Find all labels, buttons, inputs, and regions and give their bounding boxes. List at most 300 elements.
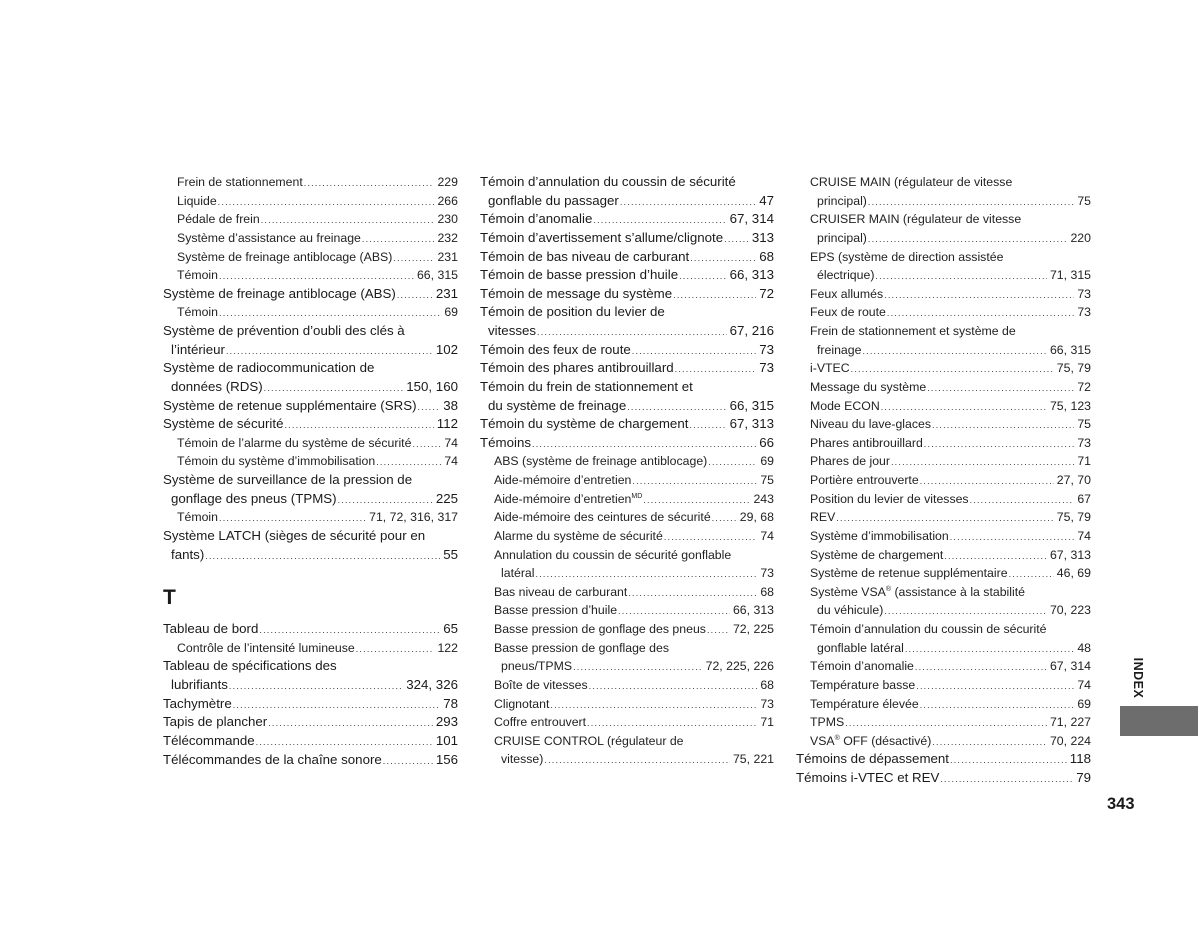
index-entry (163, 341, 458, 360)
page-reference: 243 (753, 491, 774, 506)
index-subentry (796, 527, 1091, 546)
index-entry (480, 303, 774, 322)
index-subentry (796, 415, 1091, 434)
entry-text: Pédale de frein (177, 212, 260, 227)
page-reference: 220 (1070, 230, 1091, 245)
dot-leader (884, 286, 1074, 304)
entry-text: l’intérieur (171, 341, 225, 357)
page-reference: 67, 313 (729, 416, 774, 432)
dot-leader (397, 286, 433, 304)
dot-leader (573, 658, 703, 676)
entry-text: CRUISE CONTROL (régulateur de (494, 733, 684, 748)
page-reference: 66, 313 (729, 267, 774, 283)
entry-text: Témoins de dépassement (796, 751, 949, 767)
dot-leader (205, 547, 440, 565)
index-subentry (796, 452, 1091, 471)
page-reference: 29, 68 (739, 510, 774, 525)
index-subentry (480, 490, 774, 509)
dot-leader (673, 286, 756, 304)
page-reference: 74 (444, 454, 458, 469)
index-entry (480, 229, 774, 248)
page-reference: 122 (437, 640, 458, 655)
page-reference: 75 (1077, 193, 1091, 208)
page-reference: 73 (1077, 305, 1091, 320)
index-subentry (796, 322, 1091, 341)
dot-leader (690, 249, 756, 267)
index-subentry (796, 248, 1091, 267)
dot-leader (264, 379, 404, 397)
page-reference: 73 (760, 566, 774, 581)
page-number: 343 (1107, 795, 1135, 813)
page-reference: 74 (444, 435, 458, 450)
page-reference: 66, 313 (732, 603, 774, 618)
page-reference: 72 (1077, 379, 1091, 394)
entry-text: Basse pression d’huile (494, 603, 618, 618)
page-reference: 48 (1077, 640, 1091, 655)
entry-text: Température basse (810, 677, 916, 692)
page-reference: 231 (437, 249, 458, 264)
dot-leader (643, 491, 750, 509)
index-subentry (480, 583, 774, 602)
index-subentry (163, 266, 458, 285)
dot-leader (868, 230, 1068, 248)
entry-text: Système de chargement (810, 547, 944, 562)
dot-leader (675, 360, 757, 378)
dot-leader (927, 379, 1074, 397)
entry-text: du véhicule) (817, 603, 884, 618)
entry-text: Système de retenue supplémentaire (810, 566, 1008, 581)
entry-text: gonflage des pneus (TPMS) (171, 490, 337, 506)
index-subentry (796, 695, 1091, 714)
page-reference: 150, 160 (406, 378, 458, 394)
index-entry (163, 397, 458, 416)
entry-text: Frein de stationnement et système de (810, 324, 1016, 338)
entry-text: Témoin (177, 305, 219, 320)
entry-text: Contrôle de l’intensité lumineuse (177, 640, 355, 655)
dot-leader (708, 453, 757, 471)
page-reference: 71, 72, 316, 317 (369, 510, 458, 525)
dot-leader (932, 733, 1047, 751)
index-subentry (796, 434, 1091, 453)
index-entry (163, 322, 458, 341)
index-entry (480, 285, 774, 304)
entry-text: Feux de route (810, 305, 886, 320)
entry-text: freinage (817, 342, 862, 357)
page-reference: 66 (759, 434, 774, 450)
entry-text: Phares antibrouillard (810, 435, 923, 450)
entry-text: Témoin (177, 510, 219, 525)
index-subentry (480, 639, 774, 658)
index-subentry (163, 434, 458, 453)
dot-leader (259, 621, 440, 639)
page-reference: 67, 314 (729, 211, 774, 227)
entry-text: Système d’assistance au freinage (177, 230, 361, 245)
index-subentry (480, 695, 774, 714)
index-subentry (480, 657, 774, 676)
dot-leader (920, 472, 1054, 490)
entry-text: Témoin d’anomalie (480, 211, 593, 227)
entry-text: Témoin des feux de route (480, 341, 631, 357)
index-subentry (163, 229, 458, 248)
page-reference: 68 (760, 584, 774, 599)
entry-text: Système de radiocommunication de (163, 360, 375, 376)
dot-leader (383, 752, 433, 770)
dot-leader (689, 416, 726, 434)
page-reference: 72 (759, 285, 774, 301)
index-subentry (480, 527, 774, 546)
dot-leader (944, 547, 1047, 565)
page-reference: 225 (435, 490, 458, 506)
entry-text: Télécommande (163, 732, 255, 748)
dot-leader (618, 602, 730, 620)
dot-leader (920, 696, 1075, 714)
index-column-2 (480, 173, 774, 769)
dot-leader (970, 491, 1075, 509)
index-section-tab (1120, 706, 1198, 736)
dot-leader (412, 435, 441, 453)
page-reference: 46, 69 (1056, 566, 1091, 581)
entry-text: fants) (171, 546, 205, 562)
index-entry (480, 341, 774, 360)
entry-text: EPS (système de direction assistée (810, 249, 1004, 264)
dot-leader (532, 435, 756, 453)
index-entry (163, 676, 458, 695)
entry-text: Système de prévention d’oubli des clés à (163, 323, 405, 338)
index-entry (163, 751, 458, 770)
index-subentry (796, 229, 1091, 248)
index-subentry (796, 192, 1091, 211)
index-subentry (796, 676, 1091, 695)
page-reference: 156 (435, 751, 458, 767)
dot-leader (536, 565, 758, 583)
dot-leader (915, 658, 1047, 676)
index-subentry (796, 173, 1091, 192)
dot-leader (620, 193, 756, 211)
page-reference: 73 (759, 360, 774, 376)
entry-text: Témoin de bas niveau de carburant (480, 248, 690, 264)
index-subentry (796, 341, 1091, 360)
entry-text: Tapis de plancher (163, 714, 268, 730)
page-reference: 67, 216 (729, 323, 774, 338)
superscript-mark: MD (631, 492, 643, 500)
page-reference: 71 (1077, 454, 1091, 469)
entry-text: Témoin (177, 268, 219, 283)
entry-text: Température élevée (810, 696, 919, 711)
index-subentry (480, 471, 774, 490)
index-entry (480, 322, 774, 341)
page-reference: 73 (760, 696, 774, 711)
page-reference: 75, 123 (1049, 398, 1091, 413)
index-subentry (796, 732, 1091, 751)
index-entry (163, 359, 458, 378)
entry-text: latéral (501, 566, 535, 581)
index-entry (480, 378, 774, 397)
dot-leader (304, 174, 435, 192)
entry-text: Témoin du système d’immobilisation (177, 454, 376, 469)
index-subentry (163, 248, 458, 267)
entry-text: Témoins i-VTEC et REV (796, 770, 940, 785)
entry-text: Système de freinage antiblocage (ABS) (163, 285, 396, 301)
page-reference: 72, 225, 226 (705, 659, 774, 674)
entry-text: Tableau de bord (163, 621, 259, 637)
page-reference: 232 (437, 230, 458, 245)
entry-text: Tableau de spécifications des (163, 658, 337, 674)
page-reference: 102 (435, 341, 458, 357)
page-reference: 67, 313 (1049, 547, 1091, 562)
dot-leader (724, 230, 749, 248)
page-reference: 71, 315 (1049, 268, 1091, 283)
index-subentry (796, 266, 1091, 285)
dot-leader (862, 342, 1047, 360)
dot-leader (284, 416, 433, 434)
index-entry (480, 359, 774, 378)
entry-text: Télécommandes de la chaîne sonore (163, 751, 382, 767)
page-reference: 66, 315 (1049, 342, 1091, 357)
page-reference: 69 (760, 454, 774, 469)
entry-text: Témoin de basse pression d’huile (480, 267, 679, 283)
entry-text: Témoin d’annulation du coussin de sécurité (480, 174, 736, 189)
page-reference: 75, 221 (732, 752, 774, 767)
entry-text: Liquide (177, 193, 217, 208)
entry-text: Basse pression de gonflage des (494, 640, 670, 655)
entry-text: Aide-mémoire d’entretien$^{MD}$ (494, 491, 643, 506)
entry-text: Alarme du système de sécurité (494, 528, 663, 543)
page-reference: 69 (444, 305, 458, 320)
dot-leader (218, 193, 435, 211)
entry-text: TPMS (810, 715, 845, 730)
entry-text: principal) (817, 230, 867, 245)
dot-leader (544, 751, 730, 769)
page-reference: 72, 225 (732, 622, 774, 636)
index-subentry (163, 639, 458, 658)
dot-leader (932, 416, 1074, 434)
dot-leader (679, 267, 727, 285)
page-reference: 266 (437, 193, 458, 208)
dot-leader (950, 751, 1067, 769)
entry-text: Témoin du frein de stationnement et (480, 378, 693, 394)
dot-leader (627, 398, 726, 416)
index-subentry (796, 397, 1091, 416)
entry-text: électrique) (817, 268, 875, 283)
dot-leader (219, 509, 366, 527)
index-entry (163, 285, 458, 304)
dot-leader (589, 677, 758, 695)
index-subentry (796, 490, 1091, 509)
index-entry (796, 769, 1091, 788)
page-reference: 66, 315 (729, 397, 774, 413)
page-reference: 78 (443, 695, 458, 711)
entry-text: Témoin du système de chargement (480, 416, 689, 432)
entry-text: CRUISER MAIN (régulateur de vitesse (810, 212, 1022, 227)
page-reference: 231 (435, 285, 458, 301)
entry-text: Clignotant (494, 696, 550, 711)
page-reference: 79 (1076, 770, 1091, 785)
page-reference: 229 (437, 175, 458, 189)
index-subentry (480, 508, 774, 527)
dot-leader (628, 584, 757, 602)
entry-text: Aide-mémoire des ceintures de sécurité (494, 510, 711, 525)
entry-text: Message du système (810, 379, 927, 394)
entry-text: Témoins (480, 434, 531, 450)
entry-text: CRUISE MAIN (régulateur de vitesse (810, 175, 1013, 189)
index-subentry (163, 210, 458, 229)
index-entry (163, 732, 458, 751)
index-letter-heading (163, 564, 458, 620)
page-reference: 65 (443, 621, 458, 637)
index-entry (163, 490, 458, 509)
page-reference: 74 (1077, 528, 1091, 543)
entry-text: Système VSA® (assistance à la stabilité (810, 584, 1025, 599)
entry-text: Système LATCH (sièges de sécurité pour en (163, 527, 426, 543)
page-reference: 68 (759, 248, 774, 264)
index-subentry (796, 564, 1091, 583)
index-subentry (480, 732, 774, 751)
page-reference: 70, 224 (1049, 733, 1091, 748)
dot-leader (219, 304, 441, 322)
dot-leader (587, 714, 757, 732)
index-subentry (796, 508, 1091, 527)
page-reference: 75 (1077, 417, 1091, 432)
index-subentry (163, 303, 458, 322)
index-subentry (480, 676, 774, 695)
index-entry (163, 378, 458, 397)
index-subentry (480, 546, 774, 565)
index-subentry (480, 713, 774, 732)
dot-leader (924, 435, 1075, 453)
dot-leader (887, 304, 1074, 322)
page-reference: 74 (760, 528, 774, 543)
entry-text: Niveau du lave-glaces (810, 417, 931, 432)
entry-text: données (RDS) (171, 378, 263, 394)
page-reference: 55 (443, 546, 458, 562)
dot-leader (875, 267, 1047, 285)
dot-leader (229, 677, 403, 695)
page-reference: 230 (437, 212, 458, 227)
page-reference: 71 (760, 715, 774, 730)
dot-leader (261, 211, 435, 229)
entry-text: principal) (817, 193, 867, 208)
dot-leader (418, 398, 441, 416)
index-entry (163, 527, 458, 546)
entry-text: Système de sécurité (163, 416, 284, 432)
index-subentry (796, 713, 1091, 732)
dot-leader (884, 602, 1047, 620)
dot-leader (891, 453, 1074, 471)
dot-leader (362, 230, 435, 248)
page-reference: 101 (435, 732, 458, 748)
page-reference: 313 (751, 229, 774, 245)
entry-text: Témoin d’annulation du coussin de sécurité (810, 622, 1047, 636)
index-subentry (796, 657, 1091, 676)
index-entry (480, 266, 774, 285)
index-subentry (480, 452, 774, 471)
index-column-1 (163, 173, 458, 769)
page-reference: 73 (1077, 286, 1091, 301)
entry-text: Portière entrouverte (810, 473, 919, 487)
entry-text: REV (810, 510, 836, 525)
dot-leader (712, 509, 737, 527)
index-subentry (796, 546, 1091, 565)
index-subentry (796, 601, 1091, 620)
page-reference: 38 (443, 397, 458, 413)
dot-leader (632, 342, 756, 360)
entry-text: Annulation du coussin de sécurité gonflable (494, 547, 732, 562)
dot-leader (376, 453, 441, 471)
entry-text: vitesse) (501, 752, 544, 767)
index-subentry (796, 620, 1091, 639)
index-entry (480, 415, 774, 434)
entry-text: Témoin de l’alarme du système de sécurité (177, 435, 412, 450)
entry-text: Aide-mémoire d’entretien (494, 473, 632, 487)
dot-leader (226, 342, 433, 360)
page-reference: 69 (1077, 696, 1091, 711)
dot-leader (868, 193, 1074, 211)
entry-text: Témoin d’anomalie (810, 659, 914, 674)
entry-text: Boîte de vitesses (494, 677, 588, 692)
index-column-3 (796, 173, 1091, 788)
entry-text: VSA® OFF (désactivé) (810, 733, 932, 748)
page-reference: 67, 314 (1049, 659, 1091, 674)
page-reference: 293 (435, 714, 458, 730)
page-reference: 27, 70 (1056, 473, 1091, 487)
dot-leader (219, 267, 414, 285)
entry-text: Témoin des phares antibrouillard (480, 360, 674, 376)
entry-text: lubrifiants (171, 677, 228, 692)
index-entry (163, 471, 458, 490)
index-subentry (163, 173, 458, 192)
index-tab-label: INDEX (1131, 657, 1145, 699)
index-subentry (796, 285, 1091, 304)
entry-text: Système de freinage antiblocage (ABS) (177, 249, 393, 264)
entry-text: Témoin d’avertissement s’allume/clignote (480, 229, 724, 245)
entry-text: gonflable du passager (488, 192, 619, 208)
dot-leader (836, 509, 1054, 527)
index-subentry (480, 564, 774, 583)
page-reference: 67 (1077, 491, 1091, 506)
index-subentry (796, 639, 1091, 658)
dot-leader (256, 733, 433, 751)
dot-leader (851, 360, 1054, 378)
page-reference: 118 (1069, 751, 1091, 767)
index-subentry (480, 750, 774, 769)
page-reference: 324, 326 (406, 677, 458, 692)
index-entry (480, 248, 774, 267)
dot-leader (940, 770, 1073, 788)
index-entry (163, 620, 458, 639)
index-subentry (796, 359, 1091, 378)
dot-leader (845, 714, 1047, 732)
index-entry (796, 750, 1091, 769)
superscript-mark: ® (834, 734, 840, 742)
entry-text: Mode ECON (810, 398, 880, 413)
index-entry (480, 397, 774, 416)
dot-leader (905, 640, 1074, 658)
index-subentry (796, 583, 1091, 602)
page-reference: 73 (759, 341, 774, 357)
page-reference: 73 (1077, 435, 1091, 450)
index-entry (163, 546, 458, 565)
dot-leader (707, 621, 730, 639)
index-entry (480, 210, 774, 229)
index-subentry (796, 303, 1091, 322)
index-entry (480, 192, 774, 211)
entry-text: Tachymètre (163, 695, 232, 711)
page-reference: 47 (759, 192, 774, 208)
page-reference: 70, 223 (1049, 603, 1091, 618)
entry-text: ABS (système de freinage antiblocage) (494, 454, 708, 469)
dot-leader (550, 696, 757, 714)
entry-text: vitesses (488, 323, 537, 338)
